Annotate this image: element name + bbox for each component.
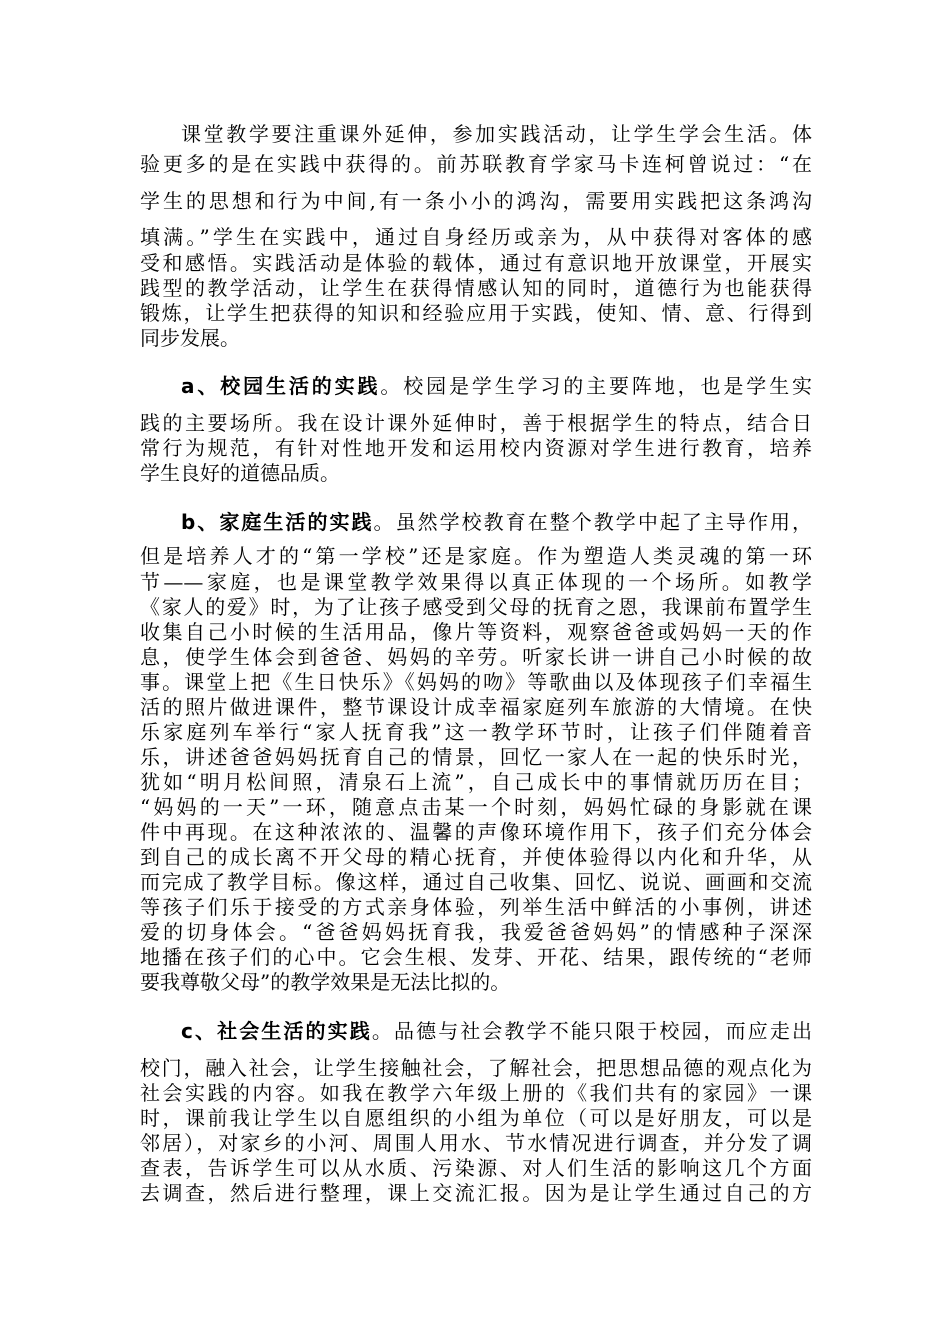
paragraph-line: 验更多的是在实践中获得的。前苏联教育学家马卡连柯曾说过：“在	[140, 152, 812, 176]
paragraph-line: 学生良好的道德品质。	[140, 461, 340, 485]
paragraph-line: 息，使学生体会到爸爸、妈妈的辛劳。听家长讲一讲自己小时候的故	[140, 645, 812, 669]
paragraph-line: 受和感悟。实践活动是体验的载体，通过有意识地开放课堂，开展实	[140, 251, 812, 275]
paragraph-line: 时，课前我让学生以自愿组织的小组为单位（可以是好朋友，可以是	[140, 1106, 812, 1130]
paragraph-line: 爱的切身体会。“爸爸妈妈抚育我，我爱爸爸妈妈”的情感种子深深	[140, 920, 812, 944]
paragraph-line: 犹如“明月松间照，清泉石上流”，自己成长中的事情就历历在目；	[140, 770, 812, 794]
paragraph-line: 而完成了教学目标。像这样，通过自己收集、回忆、说说、画画和交流	[140, 870, 812, 894]
paragraph-line: 学生的思想和行为中间,有一条小小的鸿沟，需要用实践把这条鸿沟	[140, 189, 812, 213]
paragraph-line: 践的主要场所。我在设计课外延伸时，善于根据学生的特点，结合日	[140, 411, 812, 435]
paragraph-line: 收集自己小时候的生活用品，像片等资料，观察爸爸或妈妈一天的作	[140, 620, 812, 644]
paragraph-line: 常行为规范，有针对性地开发和运用校内资源对学生进行教育，培养	[140, 436, 812, 460]
section-b-heading: b、家庭生活的实践	[181, 510, 374, 534]
paragraph-line: 但是培养人才的“第一学校”还是家庭。作为塑造人类灵魂的第一环	[140, 544, 812, 568]
paragraph-line: 到自己的成长离不开父母的精心抚育，并使体验得以内化和升华，从	[140, 845, 812, 869]
paragraph-line: 锻炼，让学生把获得的知识和经验应用于实践，使知、情、意、行得到	[140, 301, 812, 325]
paragraph-line: 节——家庭，也是课堂教学效果得以真正体现的一个场所。如教学	[140, 570, 812, 594]
paragraph-line: 《家人的爱》时，为了让孩子感受到父母的抚育之恩，我课前布置学生	[140, 595, 812, 619]
paragraph-line: 活的照片做进课件，整节课设计成幸福家庭列车旅游的大情境。在快	[140, 695, 812, 719]
section-b-first-text: 。虽然学校教育在整个教学中起了主导作用，	[373, 510, 812, 534]
section-c-first-line	[181, 1019, 812, 1043]
section-a-heading: a、校园生活的实践	[181, 374, 381, 398]
section-a-first-text: 。校园是学生学习的主要阵地，也是学生实	[380, 374, 812, 398]
paragraph-line: 乐家庭列车举行“家人抚育我”这一教学环节时，让孩子们伴随着音	[140, 720, 812, 744]
paragraph-line: 要我尊敬父母”的教学效果是无法比拟的。	[140, 970, 511, 994]
paragraph-line: 地播在孩子们的心中。它会生根、发芽、开花、结果，跟传统的“老师	[140, 945, 812, 969]
paragraph-line: 去调查，然后进行整理，课上交流汇报。因为是让学生通过自己的方	[140, 1181, 812, 1205]
paragraph-line: “妈妈的一天”一环，随意点击某一个时刻，妈妈忙碌的身影就在课	[140, 795, 812, 819]
paragraph-line: 同步发展。	[140, 326, 240, 350]
section-c-first-text: 。品德与社会教学不能只限于校园，而应走出	[371, 1019, 812, 1043]
paragraph-line: 等孩子们乐于接受的方式亲身体验，列举生活中鲜活的小事例，讲述	[140, 895, 812, 919]
paragraph-line: 邻居），对家乡的小河、周围人用水、节水情况进行调查，并分发了调	[140, 1131, 812, 1155]
paragraph-line: 课堂教学要注重课外延伸，参加实践活动，让学生学会生活。体	[181, 122, 812, 146]
paragraph-line: 查表，告诉学生可以从水质、污染源、对人们生活的影响这几个方面	[140, 1156, 812, 1180]
paragraph-line: 件中再现。在这种浓浓的、温馨的声像环境作用下，孩子们充分体会	[140, 820, 812, 844]
paragraph-line: 校门，融入社会，让学生接触社会，了解社会，把思想品德的观点化为	[140, 1056, 812, 1080]
paragraph-line: 乐，讲述爸爸妈妈抚育自己的情景，回忆一家人在一起的快乐时光，	[140, 745, 812, 769]
paragraph-line: 践型的教学活动，让学生在获得情感认知的同时，道德行为也能获得	[140, 276, 812, 300]
paragraph-line: 社会实践的内容。如我在教学六年级上册的《我们共有的家园》一课	[140, 1081, 812, 1105]
section-a-first-line	[181, 374, 812, 398]
section-c-heading: c、社会生活的实践	[181, 1019, 372, 1043]
paragraph-line: 事。课堂上把《生日快乐》《妈妈的吻》等歌曲以及体现孩子们幸福生	[140, 670, 812, 694]
paragraph-line: 填满。”学生在实践中，通过自身经历或亲为，从中获得对客体的感	[140, 225, 812, 249]
section-b-first-line	[181, 510, 812, 534]
